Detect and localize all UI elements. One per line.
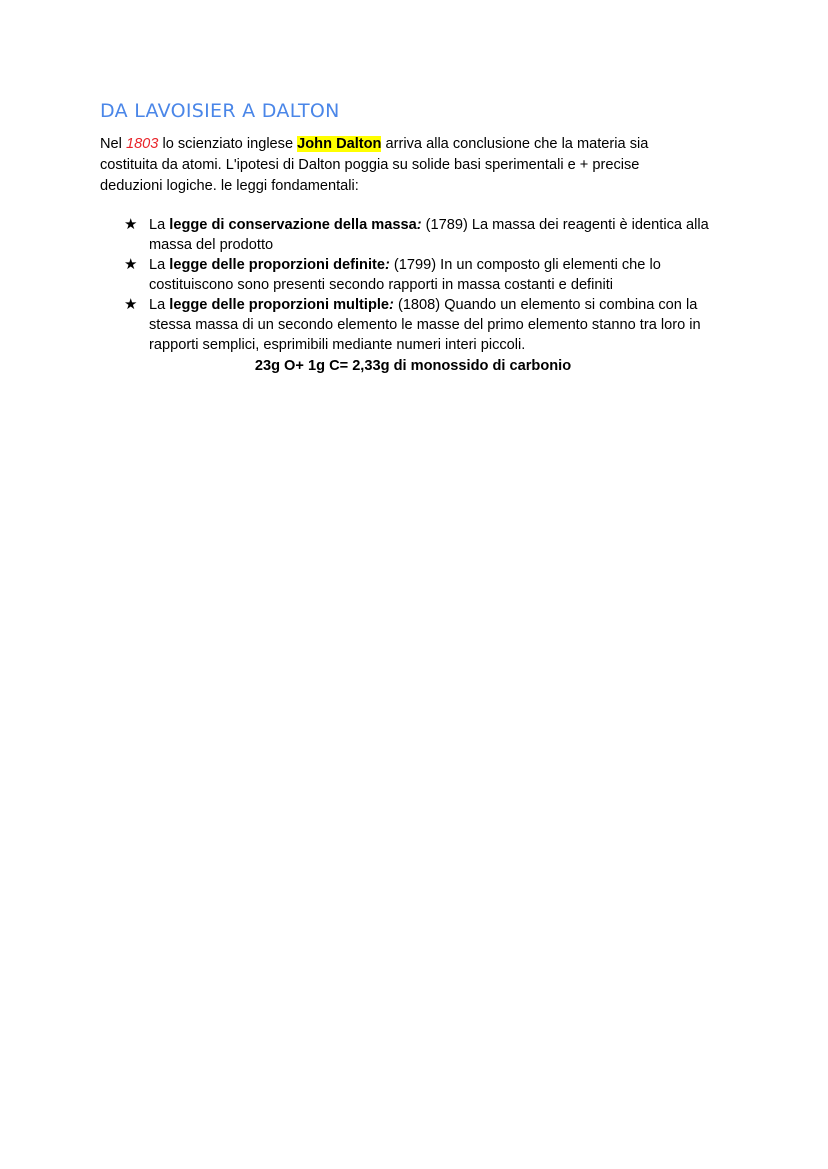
law-description: (1799) In un composto gli elementi che lo costituiscono sono presenti secondo rapporti in massa costanti e definiti: [149, 257, 661, 293]
law-colon: :: [389, 297, 394, 313]
star-bullet-icon: ★: [124, 296, 138, 313]
law-prefix: La: [149, 257, 170, 273]
formula-example: 23g O+ 1g C= 2,33g di monossido di carbonio: [254, 358, 572, 374]
law-name: legge di conservazione della massa: [169, 217, 417, 233]
law-description: (1789) La massa dei reagenti è identica alla massa del prodotto: [149, 217, 709, 253]
laws-list: [100, 215, 740, 355]
law-colon: :: [384, 257, 390, 273]
document-title: DA LAVOISIER A DALTON: [100, 100, 340, 122]
highlighted-name: John Dalton: [297, 136, 382, 152]
law-item-conservation: [100, 215, 740, 255]
star-bullet-icon: ★: [124, 256, 138, 273]
intro-text-start: Nel: [100, 136, 126, 152]
law-prefix: La: [149, 297, 170, 313]
intro-text-middle: lo scienziato inglese: [158, 136, 298, 152]
law-description: (1808) Quando un elemento si combina con la stessa massa di un secondo elemento le masse del primo elemento stanno tra loro in rapporti semplici, esprimibili mediante numeri interi piccoli.: [149, 297, 701, 353]
law-prefix: La: [149, 217, 170, 233]
law-item-multiple-proportions: [100, 295, 740, 355]
intro-paragraph: [100, 134, 700, 197]
intro-year: 1803: [125, 136, 159, 152]
law-name: legge delle proporzioni multiple: [169, 297, 390, 313]
intro-text-end: arriva alla conclusione che la materia sia costituita da atomi. L'ipotesi di Dalton poggia su solide basi sperimentali e + precise deduzioni logiche. le leggi fondamentali:: [100, 136, 649, 194]
law-name: legge delle proporzioni definite: [169, 257, 385, 273]
law-item-definite-proportions: [100, 255, 740, 295]
law-colon: :: [416, 217, 422, 233]
star-bullet-icon: ★: [124, 216, 138, 233]
